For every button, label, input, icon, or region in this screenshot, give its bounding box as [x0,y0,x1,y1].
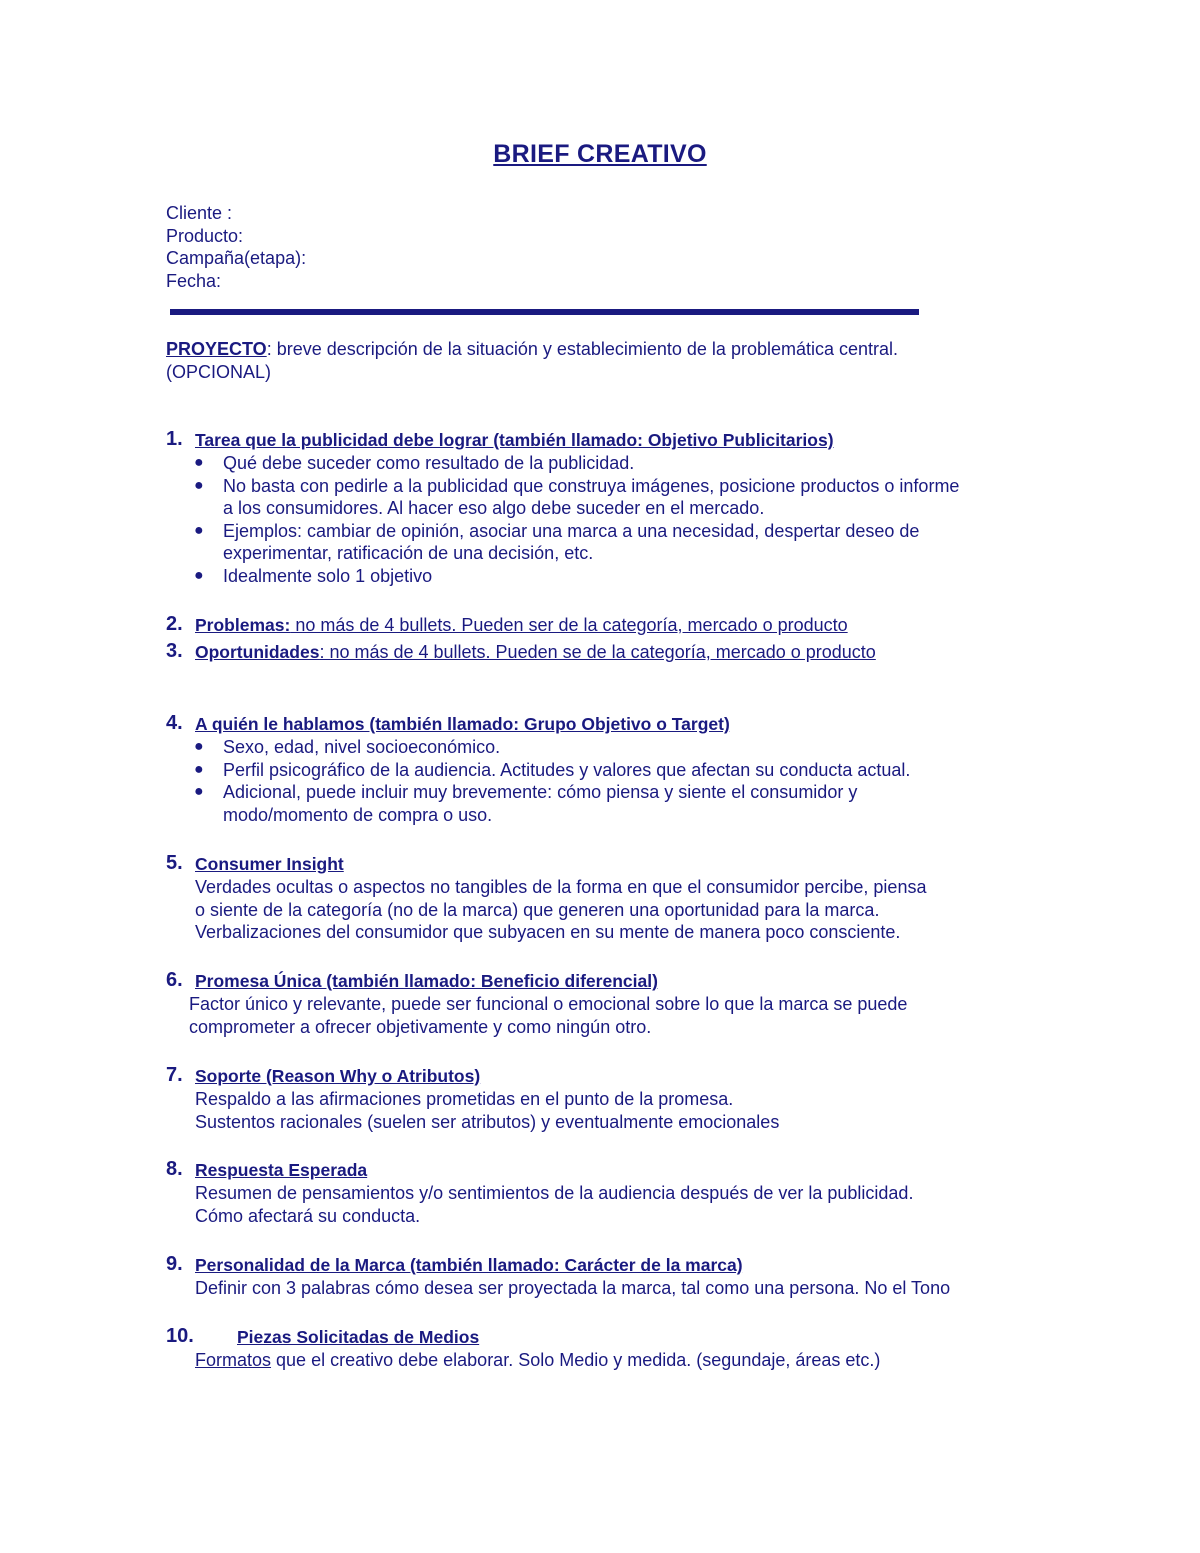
bullet-icon: ● [194,760,204,778]
section-heading: Oportunidades [195,642,320,662]
section-4 [166,712,1066,826]
list-item: ● Adicional, puede incluir muy brevemente: cómo piensa y siente el consumidor y modo/momento de compra o uso. [194,782,858,825]
section-heading: Promesa Única (también llamado: Beneficio diferencial) [195,971,658,991]
section-number: 7. [166,1064,183,1086]
section-number: 2. [166,613,183,635]
proyecto-optional: (OPCIONAL) [166,361,272,382]
list-item: ● Qué debe suceder como resultado de la publicidad. [194,453,635,473]
section-7 [166,1064,1066,1133]
meta-cliente: Cliente : [166,203,233,223]
proyecto-label: PROYECTO [166,339,267,359]
section-number: 9. [166,1253,183,1275]
section-heading: Piezas Solicitadas de Medios [237,1327,480,1347]
bullet-icon: ● [194,566,204,584]
section-heading: A quién le hablamos (también llamado: Grupo Objetivo o Target) [195,714,730,734]
section-6 [166,969,1066,1038]
meta-fecha: Fecha: [166,270,222,291]
section-heading: Problemas: [195,615,291,635]
bullet-icon: ● [194,521,204,539]
section-text: : no más de 4 bullets. Pueden se de la categoría, mercado o producto [319,642,876,662]
section-body: Resumen de pensamientos y/o sentimientos de la audiencia después de ver la publicidad. Cómo afectará su conducta. [195,1183,914,1226]
meta-block [166,202,306,292]
list-item: ● Sexo, edad, nivel socioeconómico. [194,737,501,757]
section-heading: Soporte (Reason Why o Atributos) [195,1066,481,1086]
section-number: 6. [166,969,183,991]
section-heading: Tarea que la publicidad debe lograr (también llamado: Objetivo Publicitarios) [195,430,834,450]
bullet-icon: ● [194,783,204,800]
section-10 [166,1325,1066,1372]
list-item: ● Idealmente solo 1 objetivo [194,565,433,586]
bullet-icon: ● [194,454,204,471]
section-3 [166,640,1066,664]
section-9 [166,1253,1066,1300]
bullet-icon: ● [194,738,204,755]
list-item: ● No basta con pedirle a la publicidad que construya imágenes, posicione productos o informe a los consumidores. Al hacer eso algo debe suceder en el mercado. [194,475,960,518]
meta-campana: Campaña(etapa): [166,248,307,268]
section-5 [166,852,1066,944]
horizontal-rule [170,309,919,315]
section-heading: Consumer Insight [195,854,344,874]
section-number: 4. [166,712,183,734]
section-number: 5. [166,852,183,874]
section-body: Respaldo a las afirmaciones prometidas en el punto de la promesa. Sustentos racionales (suelen ser atributos) y eventualmente emocionales [195,1089,780,1132]
section-body: Verdades ocultas o aspectos no tangibles de la forma en que el consumidor percibe, piensa o siente de la categoría (no de la marca) que generen una oportunidad para la marca. Verbalizaciones del consumidor que subyacen en su mente de manera poco consciente. [195,877,927,942]
section-heading: Respuesta Esperada [195,1160,368,1180]
section-number: 1. [166,428,183,450]
list-item: ● Perfil psicográfico de la audiencia. Actitudes y valores que afectan su conducta actual. [194,759,911,780]
section-body: Definir con 3 palabras cómo desea ser proyectada la marca, tal como una persona. No el Tono [195,1278,951,1298]
bullet-list [166,736,1066,826]
section-2 [166,613,1066,637]
section-body: Factor único y relevante, puede ser funcional o emocional sobre lo que la marca se puede comprometer a ofrecer objetivamente y como ningún otro. [189,994,908,1037]
formatos-link[interactable]: Formatos [195,1350,272,1370]
proyecto-text: : breve descripción de la situación y establecimiento de la problemática central. [266,339,899,359]
document-title: BRIEF CREATIVO [493,140,707,168]
proyecto-paragraph [166,338,1066,383]
section-body: Formatos que el creativo debe elaborar. Solo Medio y medida. (segundaje, áreas etc.) [195,1350,881,1370]
section-heading: Personalidad de la Marca (también llamado: Carácter de la marca) [195,1255,743,1275]
meta-producto: Producto: [166,225,244,246]
section-1 [166,428,1066,587]
section-text: no más de 4 bullets. Pueden ser de la categoría, mercado o producto [290,615,848,635]
section-number: 3. [166,640,183,662]
section-number: 8. [166,1158,183,1180]
bullet-icon: ● [194,476,204,494]
list-item: ● Ejemplos: cambiar de opinión, asociar una marca a una necesidad, despertar deseo de experimentar, ratificación de una decisión, etc. [194,520,920,563]
section-number: 10. [166,1325,194,1347]
bullet-list [166,452,1066,587]
section-8 [166,1158,1066,1227]
